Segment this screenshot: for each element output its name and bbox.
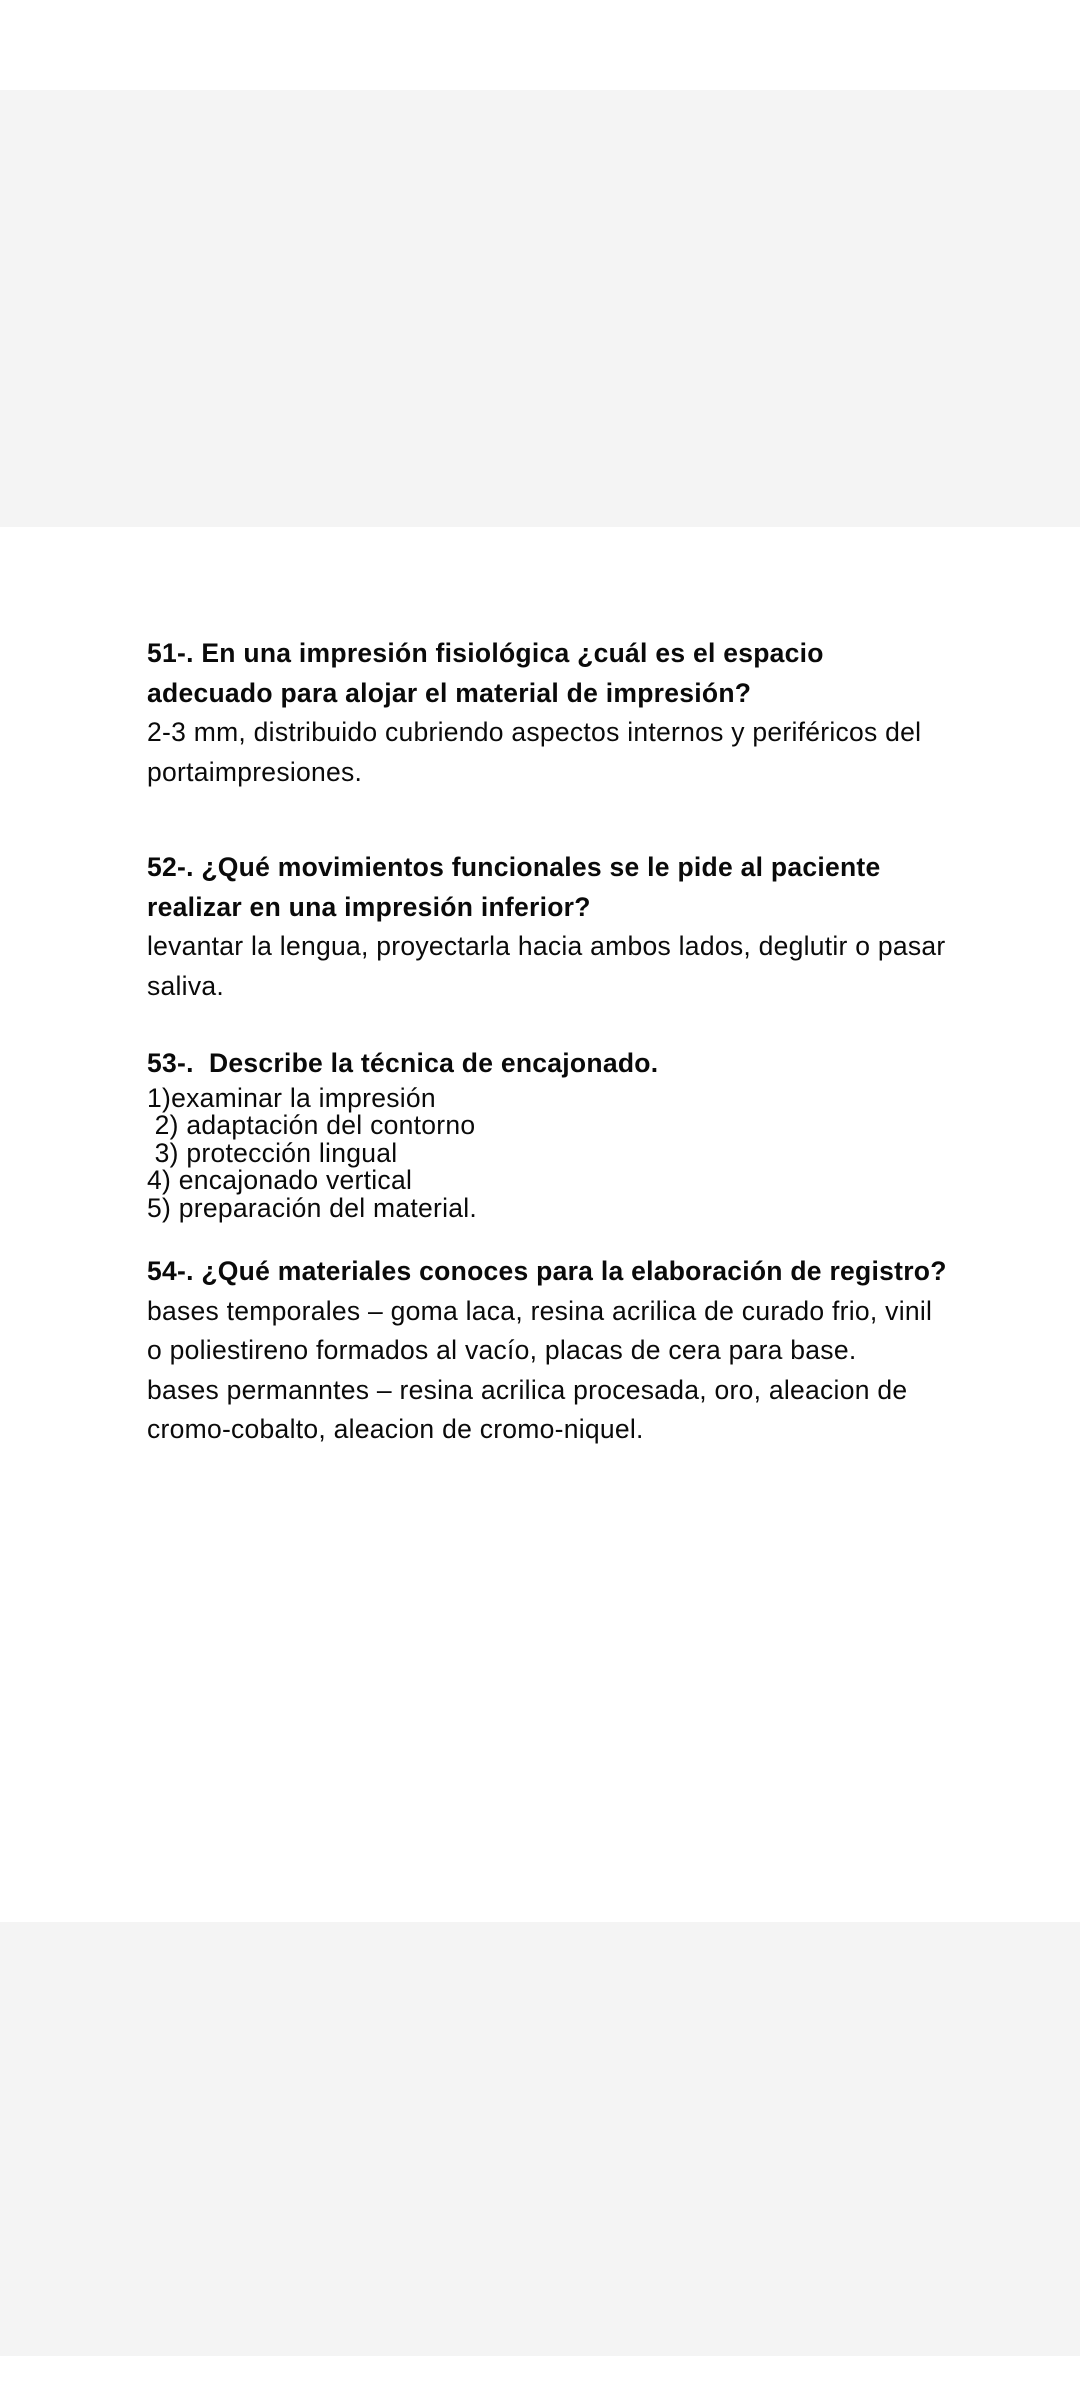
answer-line: levantar la lengua, proyectarla hacia ambos lados, deglutir o pasar saliva. xyxy=(147,931,954,1001)
qa-entry xyxy=(147,634,947,792)
list-item: 1)examinar la impresión xyxy=(147,1082,436,1113)
answer-line: bases permanntes – resina acrilica procesada, oro, aleacion de cromo-cobalto, aleacion de cromo-niquel. xyxy=(147,1374,915,1444)
list-item: 5) preparación del material. xyxy=(147,1192,478,1223)
answer-line: bases temporales – goma laca, resina acrilica de curado frio, vinil o poliestireno formados al vacío, placas de cera para base. xyxy=(147,1295,940,1365)
question-text: 54-. ¿Qué materiales conoces para la elaboración de registro? xyxy=(147,1256,947,1286)
answer-text xyxy=(147,1292,947,1450)
question-text: 51-. En una impresión fisiológica ¿cuál es el espacio adecuado para alojar el material de impresión? xyxy=(147,638,832,708)
document-text-column xyxy=(147,634,954,1450)
qa-entry xyxy=(147,1252,947,1450)
question-text: 53-. Describe la técnica de encajonado. xyxy=(147,1048,659,1078)
page-bottom-margin-band xyxy=(0,1922,1080,2356)
answer-text xyxy=(147,927,954,1006)
list-item: 3) protección lingual xyxy=(147,1137,398,1168)
answer-step-list xyxy=(147,1082,947,1223)
qa-entry xyxy=(147,848,954,1006)
list-item: 4) encajonado vertical xyxy=(147,1165,413,1195)
answer-text xyxy=(147,713,947,792)
qa-entry xyxy=(147,1044,947,1222)
list-item: 2) adaptación del contorno xyxy=(147,1110,476,1140)
page-top-margin-band xyxy=(0,90,1080,527)
answer-line: 2-3 mm, distribuido cubriendo aspectos internos y periféricos del portaimpresiones. xyxy=(147,717,929,787)
question-text: 52-. ¿Qué movimientos funcionales se le pide al paciente realizar en una impresión inferior? xyxy=(147,852,889,922)
